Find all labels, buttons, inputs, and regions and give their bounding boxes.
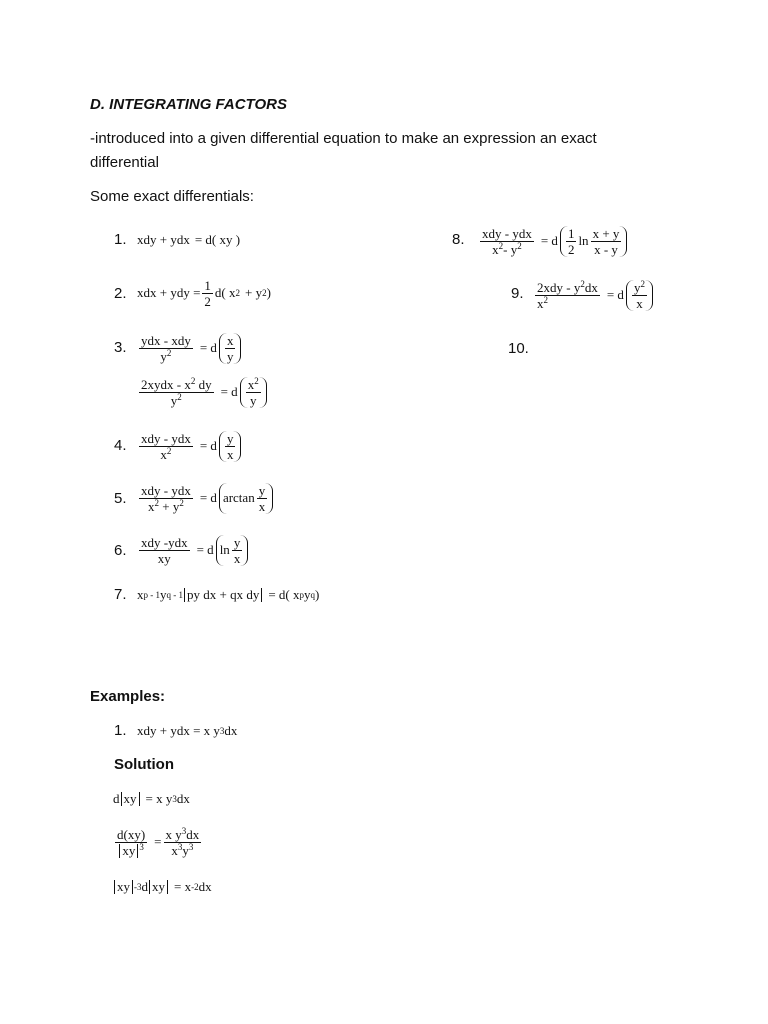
formula-6: $\frac{\text{xdy -ydx}}{xy}$ = d ln $\frac{y}{x}$ <box>137 532 250 568</box>
formula-8: $\frac{\text{xdy - ydx}}{x^2- y^2}$ = d $\frac{1}{2}$ ln $\frac{x + y}{x - y}$ <box>478 222 629 260</box>
item-number-7: 7. <box>114 586 127 603</box>
formula-1 <box>137 230 240 250</box>
formula-2-half: $\frac{1}{2}$ <box>204 277 211 309</box>
formula-4: $\frac{\text{xdy - ydx}}{x^2}$ = d $\frac{y}{x}$ <box>137 428 243 464</box>
item-number-8: 8. <box>452 231 465 248</box>
formula-3a: $\frac{\text{ydx - xdy}}{y^2}$ = d $\frac{x}{y}$ <box>137 330 243 366</box>
solution-step-3: xy -3 d xy = x -2 dx <box>113 877 212 897</box>
item-number-3: 3. <box>114 339 127 356</box>
section-heading: D. INTEGRATING FACTORS <box>90 96 287 113</box>
formula-2: xdx + ydy = $\frac{1}{2}$ d( x 2 + y 2 ) <box>137 277 271 309</box>
formula-3b-fraction: $\frac{2xydx - x^2 dy}{y^2}$ <box>141 375 212 408</box>
item-number-10: 10. <box>508 340 529 357</box>
example-1-equation: xdy + ydx = x y 3 dx <box>137 723 238 738</box>
item-number-4: 4. <box>114 437 127 454</box>
item-number-5: 5. <box>114 490 127 507</box>
formula-5-fraction: $\frac{\text{xdy - ydx}}{x^2 + y^2}$ <box>141 482 191 514</box>
solution-step-1: d xy = x y 3 dx <box>113 791 190 806</box>
formula-2-rhs: d( x <box>214 285 236 300</box>
formula-5: $\frac{\text{xdy - ydx}}{x^2 + y^2}$ = d arctan $\frac{y}{x}$ <box>137 480 275 516</box>
formula-1-lhs: xdy + ydx <box>137 232 190 247</box>
formula-6-fraction: $\frac{\text{xdy -ydx}}{xy}$ <box>141 534 188 566</box>
solution-step-2: $\frac{d(xy)}{xy ^3}$ = $\frac{x y^3dx}{x^3y^3}$ <box>117 825 200 858</box>
formula-3a-fraction: $\frac{\text{ydx - xdy}}{y^2}$ <box>141 332 191 364</box>
item-number-1: 1. <box>114 231 127 248</box>
subheading: Some exact differentials: <box>90 188 254 205</box>
intro-line-2: differential <box>90 154 159 171</box>
formula-3b: $\frac{2xydx - x^2 dy}{y^2}$ = d $\frac{x^2}{y}$ <box>137 373 269 411</box>
formula-2-lhs: xdx + ydy = <box>137 285 201 300</box>
formula-7-inner: py dx + qx dy <box>184 588 262 602</box>
item-number-9: 9. <box>511 285 524 302</box>
examples-heading: Examples: <box>90 688 166 705</box>
intro-line-1: -introduced into a given differential equation to make an expression an exact <box>90 130 597 147</box>
formula-8-fraction: $\frac{\text{xdy - ydx}}{x^2- y^2}$ <box>482 225 532 257</box>
item-number-2: 2. <box>114 285 127 302</box>
formula-7: x p - 1 y q - 1 py dx + qx dy = d( x p y q ) <box>137 587 320 602</box>
solution-label: Solution <box>114 756 174 773</box>
example-number-1: 1. <box>114 722 127 739</box>
formula-1-rhs: = d( xy ) <box>194 232 241 247</box>
formula-9: $\frac{2xdy - y^2dx}{x^2}$ = d $\frac{y^2}{x}$ <box>533 276 655 314</box>
item-number-6: 6. <box>114 542 127 559</box>
formula-4-fraction: $\frac{\text{xdy - ydx}}{x^2}$ <box>141 430 191 462</box>
formula-9-fraction: $\frac{2xdy - y^2dx}{x^2}$ <box>537 278 598 311</box>
